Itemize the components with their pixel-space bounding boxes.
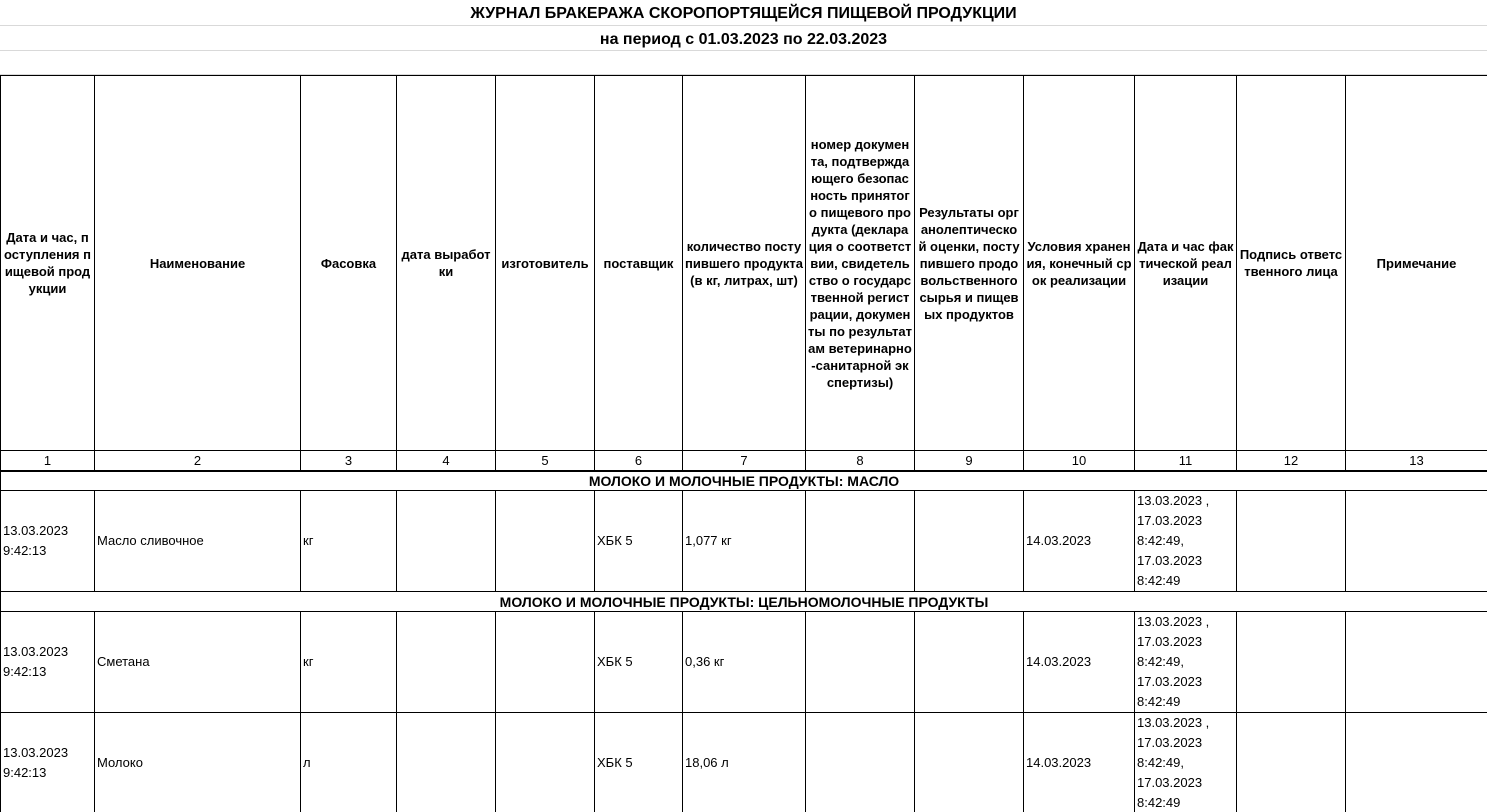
- column-number: 7: [683, 451, 806, 471]
- header-cell: количество поступившего продукта (в кг, литрах, шт): [683, 76, 806, 451]
- document-period: на период с 01.03.2023 по 22.03.2023: [0, 26, 1487, 51]
- cell-note[interactable]: [1346, 491, 1487, 592]
- header-cell: Дата и час фактической реализации: [1135, 76, 1237, 451]
- column-number: 11: [1135, 451, 1237, 471]
- cell-packaging[interactable]: кг: [301, 491, 397, 592]
- cell-organoleptic[interactable]: [915, 491, 1024, 592]
- cell-name[interactable]: Сметана: [95, 612, 301, 713]
- realization-line: 17.03.2023: [1137, 775, 1203, 790]
- section-row: [1, 592, 1487, 612]
- realization-line: 8:42:49,: [1137, 755, 1184, 770]
- realization-line: 17.03.2023: [1137, 513, 1203, 528]
- cell-production-date[interactable]: [397, 612, 496, 713]
- realization-line: 13.03.2023 ,: [1137, 715, 1210, 730]
- realization-line: 8:42:49,: [1137, 533, 1184, 548]
- column-number: 13: [1346, 451, 1487, 471]
- header-cell: Фасовка: [301, 76, 397, 451]
- received-time: 9:42:13: [3, 664, 47, 679]
- cell-document-number[interactable]: [806, 713, 915, 812]
- header-cell: Дата и час, поступления пищевой продукции: [1, 76, 95, 451]
- header-cell: Подпись ответственного лица: [1237, 76, 1346, 451]
- cell-storage[interactable]: 14.03.2023: [1024, 713, 1135, 812]
- column-number: 3: [301, 451, 397, 471]
- section-row: [1, 471, 1487, 491]
- cell-signature[interactable]: [1237, 612, 1346, 713]
- cell-name[interactable]: Молоко: [95, 713, 301, 812]
- realization-line: 8:42:49: [1137, 795, 1181, 810]
- received-date: 13.03.2023: [3, 644, 69, 659]
- realization-line: 13.03.2023 ,: [1137, 614, 1210, 629]
- cell-quantity[interactable]: 18,06 л: [683, 713, 806, 812]
- document-title: ЖУРНАЛ БРАКЕРАЖА СКОРОПОРТЯЩЕЙСЯ ПИЩЕВОЙ ПРОДУКЦИИ: [0, 0, 1487, 26]
- header-cell: дата выработки: [397, 76, 496, 451]
- column-number: 5: [496, 451, 595, 471]
- cell-storage[interactable]: 14.03.2023: [1024, 491, 1135, 592]
- column-number: 2: [95, 451, 301, 471]
- cell-realization[interactable]: [1135, 612, 1237, 713]
- header-cell: Наименование: [95, 76, 301, 451]
- section-title: МОЛОКО И МОЛОЧНЫЕ ПРОДУКТЫ: МАСЛО: [1, 471, 1487, 491]
- cell-production-date[interactable]: [397, 713, 496, 812]
- header-cell: номер документа, подтверждающего безопасность принятого пищевого продукта (декларация о соответствии, свидетельство о государственной регистрации, документы по результатам ветеринарно-санитарной экспертизы): [806, 76, 915, 451]
- header-row: [1, 76, 1487, 451]
- realization-line: 17.03.2023: [1137, 634, 1203, 649]
- cell-note[interactable]: [1346, 713, 1487, 812]
- column-number: 6: [595, 451, 683, 471]
- cell-manufacturer[interactable]: [496, 491, 595, 592]
- cell-supplier[interactable]: ХБК 5: [595, 713, 683, 812]
- table-row: [1, 612, 1487, 713]
- table-row: [1, 713, 1487, 812]
- realization-line: 17.03.2023: [1137, 553, 1203, 568]
- cell-quantity[interactable]: 0,36 кг: [683, 612, 806, 713]
- header-cell: Примечание: [1346, 76, 1487, 451]
- cell-signature[interactable]: [1237, 491, 1346, 592]
- cell-organoleptic[interactable]: [915, 612, 1024, 713]
- realization-line: 17.03.2023: [1137, 674, 1203, 689]
- cell-note[interactable]: [1346, 612, 1487, 713]
- cell-signature[interactable]: [1237, 713, 1346, 812]
- cell-document-number[interactable]: [806, 491, 915, 592]
- realization-line: 17.03.2023: [1137, 735, 1203, 750]
- cell-supplier[interactable]: ХБК 5: [595, 491, 683, 592]
- received-date: 13.03.2023: [3, 745, 69, 760]
- realization-line: 8:42:49: [1137, 694, 1181, 709]
- header-cell: Условия хранения, конечный срок реализации: [1024, 76, 1135, 451]
- cell-packaging[interactable]: кг: [301, 612, 397, 713]
- cell-received-datetime[interactable]: [1, 713, 95, 812]
- cell-supplier[interactable]: ХБК 5: [595, 612, 683, 713]
- cell-realization[interactable]: [1135, 491, 1237, 592]
- cell-document-number[interactable]: [806, 612, 915, 713]
- header-cell: изготовитель: [496, 76, 595, 451]
- journal-table: [0, 75, 1487, 812]
- cell-received-datetime[interactable]: [1, 612, 95, 713]
- cell-organoleptic[interactable]: [915, 713, 1024, 812]
- column-number: 9: [915, 451, 1024, 471]
- table-row: [1, 491, 1487, 592]
- cell-manufacturer[interactable]: [496, 612, 595, 713]
- received-date: 13.03.2023: [3, 523, 69, 538]
- blank-row: [0, 51, 1487, 75]
- received-time: 9:42:13: [3, 765, 47, 780]
- cell-realization[interactable]: [1135, 713, 1237, 812]
- cell-quantity[interactable]: 1,077 кг: [683, 491, 806, 592]
- realization-line: 8:42:49: [1137, 573, 1181, 588]
- cell-storage[interactable]: 14.03.2023: [1024, 612, 1135, 713]
- realization-line: 8:42:49,: [1137, 654, 1184, 669]
- column-number: 12: [1237, 451, 1346, 471]
- cell-production-date[interactable]: [397, 491, 496, 592]
- column-number-row: [1, 451, 1487, 471]
- column-number: 4: [397, 451, 496, 471]
- received-time: 9:42:13: [3, 543, 47, 558]
- cell-received-datetime[interactable]: [1, 491, 95, 592]
- cell-manufacturer[interactable]: [496, 713, 595, 812]
- column-number: 8: [806, 451, 915, 471]
- column-number: 10: [1024, 451, 1135, 471]
- section-title: МОЛОКО И МОЛОЧНЫЕ ПРОДУКТЫ: ЦЕЛЬНОМОЛОЧНЫЕ ПРОДУКТЫ: [1, 592, 1487, 612]
- header-cell: поставщик: [595, 76, 683, 451]
- cell-name[interactable]: Масло сливочное: [95, 491, 301, 592]
- realization-line: 13.03.2023 ,: [1137, 493, 1210, 508]
- column-number: 1: [1, 451, 95, 471]
- cell-packaging[interactable]: л: [301, 713, 397, 812]
- header-cell: Результаты органолептической оценки, поступившего продовольственного сырья и пищевых продуктов: [915, 76, 1024, 451]
